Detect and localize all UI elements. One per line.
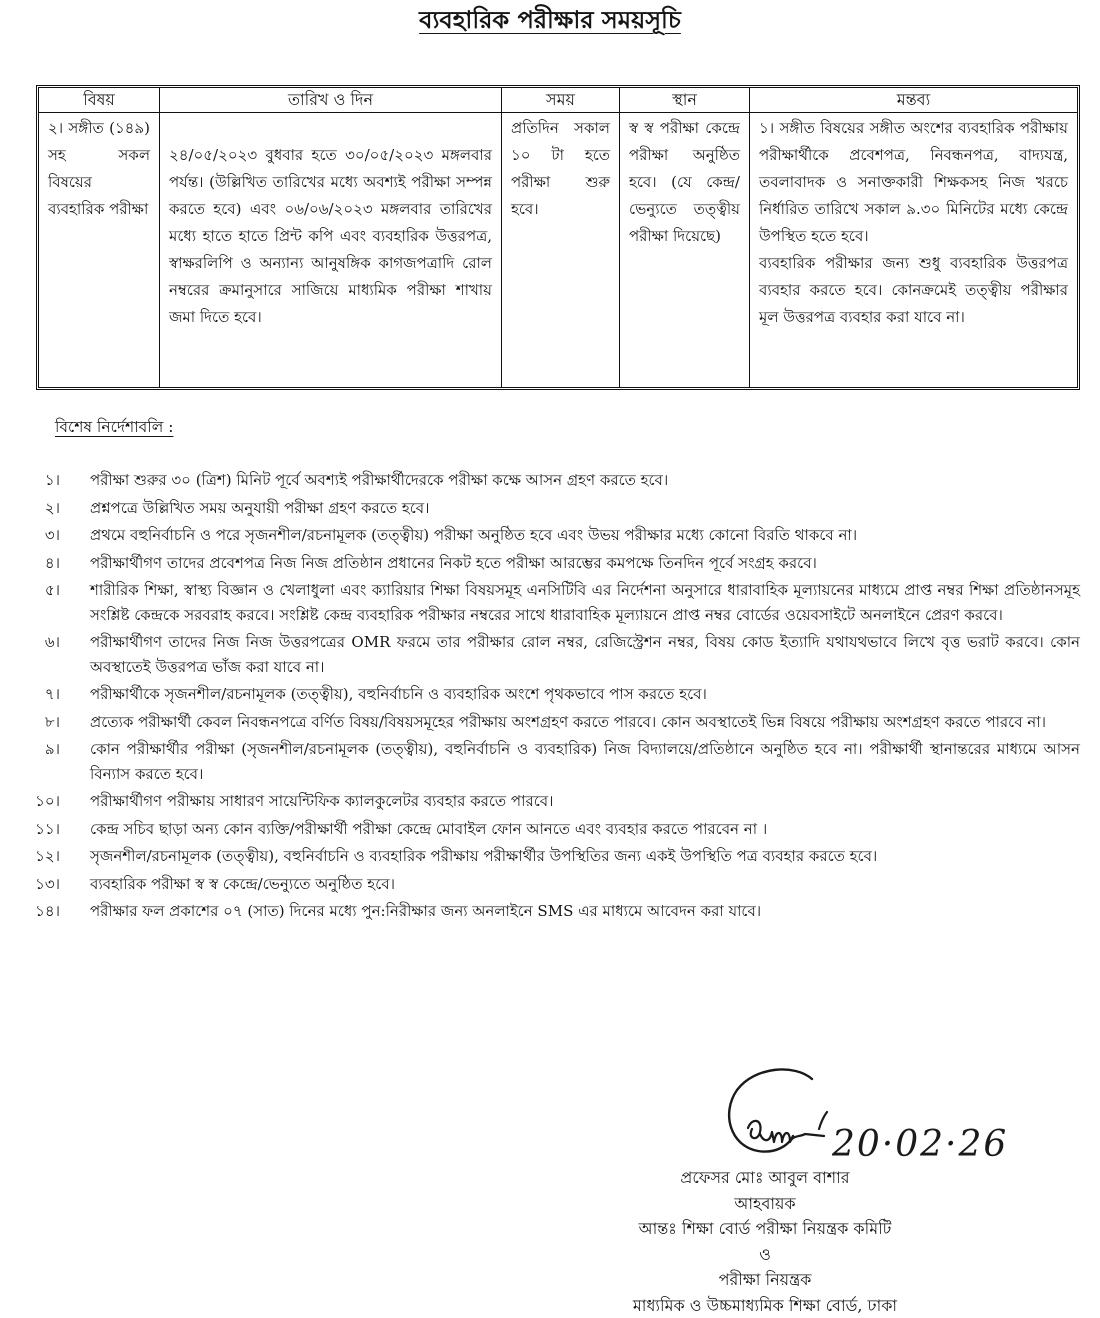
list-item-number: ৩।: [44, 526, 60, 544]
list-item-number: ১৩।: [35, 874, 60, 893]
list-item: [30, 817, 1080, 842]
list-item: [30, 496, 1080, 521]
list-item: [30, 523, 1080, 548]
signature-loop-stroke: [729, 1069, 812, 1151]
table-header-subject: বিষয়: [39, 88, 160, 113]
list-item: [30, 468, 1080, 493]
list-item-number: ৫।: [44, 581, 60, 599]
list-item: [30, 899, 1080, 924]
instructions-heading: বিশেষ নির্দেশাবলি :: [55, 418, 174, 436]
table-header-venue: স্থান: [620, 88, 750, 113]
list-item-text: পরীক্ষার্থীগণ তাদের নিজ নিজ উত্তরপত্রের OMR ফরমে তার পরীক্ষার রোল নম্বর, রেজিস্ট্রেশন নম্বর, বিষয় কোড ইত্যাদি যথাযথভাবে লিখে বৃত্ত ভরাট করবে। কোন অবস্থাতেই উত্তরপত্র ভাঁজ করা যাবে না।: [90, 633, 1080, 676]
table-cell-time: প্রতিদিন সকাল ১০ টা হতে পরীক্ষা শুরু হবে।: [502, 113, 620, 387]
table-header-remarks: মন্তব্য: [750, 88, 1077, 113]
signature-block: [565, 1165, 965, 1318]
list-item: [30, 710, 1080, 735]
handwritten-signature: [700, 1055, 1010, 1170]
list-item-number: ১২।: [35, 847, 60, 865]
document-title-text: ব্যবহারিক পরীক্ষার সময়সূচি: [419, 5, 681, 34]
list-item-text: কেন্দ্র সচিব ছাড়া অন্য কোন ব্যক্তি/পরীক্ষার্থী পরীক্ষা কেন্দ্রে মোবাইল ফোন আনতে এবং ব্যবহার করতে পারবেন না ।: [90, 819, 768, 838]
document-title: [0, 2, 1100, 38]
list-item-text: শারীরিক শিক্ষা, স্বাস্থ্য বিজ্ঞান ও খেলাধুলা এবং ক্যারিয়ার শিক্ষা বিষয়সমূহ এনসিটিবি এর নির্দেশনা অনুসারে ধারাবাহিক মূল্যায়নের মাধ্যমে প্রাপ্ত নম্বর শিক্ষা প্রতিষ্ঠানসমূহ সংশ্লিষ্ট কেন্দ্রকে সরবরাহ করবে। সংশ্লিষ্ট কেন্দ্র ব্যবহারিক পরীক্ষার নম্বরের সাথে ধারাবাহিক মূল্যায়নে প্রাপ্ত নম্বর বোর্ডের ওয়েবসাইটে অনলাইনে প্রেরণ করবে।: [90, 581, 1080, 624]
list-item-number: ৮।: [44, 712, 60, 731]
list-item-text: পরীক্ষার্থীকে সৃজনশীল/রচনামূলক (তত্ত্বীয়), বহুনির্বাচনি ও ব্যবহারিক অংশে পৃথকভাবে পাস করতে হবে।: [90, 685, 707, 703]
list-item-text: পরীক্ষার্থীগণ তাদের প্রবেশপত্র নিজ নিজ প্রতিষ্ঠান প্রধানের নিকট হতে পরীক্ষা আরম্ভের কমপক্ষে তিনদিন পূর্বে সংগ্রহ করবে।: [90, 553, 817, 572]
table-cell-subject: ২। সঙ্গীত (১৪৯) সহ সকল বিষয়ের ব্যবহারিক পরীক্ষা: [39, 113, 160, 387]
list-item: [30, 682, 1080, 707]
schedule-table: [36, 85, 1080, 390]
list-item-number: ১১।: [35, 819, 60, 838]
list-item-text: প্রত্যেক পরীক্ষার্থী কেবল নিবন্ধনপত্রে বর্ণিত বিষয়/বিষয়সমূহের পরীক্ষায় অংশগ্রহণ করতে পারবে। কোন অবস্থাতেই ভিন্ন বিষয়ে পরীক্ষায় অংশগ্রহণ করতে পারবে না।: [90, 712, 1046, 731]
list-item-number: ৬।: [44, 633, 60, 651]
table-cell-date: ২৪/০৫/২০২৩ বুধবার হতে ৩০/০৫/২০২৩ মঙ্গলবার পর্যন্ত। (উল্লিখিত তারিখের মধ্যে অবশ্যই পরীক্ষা সম্পন্ন করতে হবে) এবং ০৬/০৬/২০২৩ মঙ্গলবার তারিখের মধ্যে হাতে হাতে প্রিন্ট কপি এবং ব্যবহারিক উত্তরপত্র, স্বাক্ষরলিপি ও অন্যান্য আনুষঙ্গিক কাগজপত্রাদি রোল নম্বরের ক্রমানুসারে সাজিয়ে মাধ্যমিক পরীক্ষা শাখায় জমা দিতে হবে।: [160, 113, 502, 387]
list-item-number: ২।: [44, 498, 60, 517]
list-item: [30, 630, 1080, 679]
list-item-text: প্রথমে বহুনির্বাচনি ও পরে সৃজনশীল/রচনামূলক (তত্ত্বীয়) পরীক্ষা অনুষ্ঠিত হবে এবং উভয় পরীক্ষার মধ্যে কোনো বিরতি থাকবে না।: [90, 526, 858, 544]
schedule-table-grid: [39, 88, 1077, 387]
list-item-number: ১।: [44, 471, 60, 489]
list-item-number: ১০।: [35, 792, 60, 810]
signatory-office: পরীক্ষা নিয়ন্ত্রক: [718, 1270, 812, 1289]
list-item-number: ৪।: [44, 553, 60, 572]
remarks-paragraph: ব্যবহারিক পরীক্ষার জন্য শুধু ব্যবহারিক উত্তরপত্র ব্যবহার করতে হবে। কোনক্রমেই তত্ত্বীয় পরীক্ষার মূল উত্তরপত্র ব্যবহার করা যাবে না।: [759, 254, 1068, 326]
list-item: [30, 844, 1080, 869]
remarks-paragraph: ১। সঙ্গীত বিষয়ের সঙ্গীত অংশের ব্যবহারিক পরীক্ষায় পরীক্ষার্থীকে প্রবেশপত্র, নিবন্ধনপত্র, বাদ্যযন্ত্র, তবলাবাদক ও সনাক্তকারী শিক্ষকসহ নিজ খরচে নির্ধারিত তারিখে সকাল ৯.৩০ মিনিটের মধ্যে কেন্দ্রে উপস্থিত হতে হবে।: [759, 119, 1068, 245]
list-item: [30, 737, 1080, 786]
signatory-name: প্রফেসর মোঃ আবুল বাশার: [680, 1168, 850, 1187]
table-cell-venue: স্ব স্ব পরীক্ষা কেন্দ্রে পরীক্ষা অনুষ্ঠিত হবে। (যে কেন্দ্র/ ভেন্যুতে তত্ত্বীয় পরীক্ষা দিয়েছে): [620, 113, 750, 387]
list-item-text: প্রশ্নপত্রে উল্লিখিত সময় অনুযায়ী পরীক্ষা গ্রহণ করতে হবে।: [90, 498, 430, 517]
list-item-text: পরীক্ষার ফল প্রকাশের ০৭ (সাত) দিনের মধ্যে পুন:নিরীক্ষার জন্য অনলাইনে SMS এর মাধ্যমে আবেদন করা যাবে।: [90, 902, 762, 920]
signature-graphic: [700, 1055, 1010, 1170]
list-item-text: পরীক্ষার্থীগণ পরীক্ষায় সাধারণ সায়েন্টিফিক ক্যালকুলেটর ব্যবহার করতে পারবে।: [90, 792, 554, 810]
list-item-text: পরীক্ষা শুরুর ৩০ (ত্রিশ) মিনিট পূর্বে অবশ্যই পরীক্ষার্থীদেরকে পরীক্ষা কক্ষে আসন গ্রহণ করতে হবে।: [90, 471, 669, 489]
list-item-number: ৭।: [44, 685, 60, 703]
instructions-list: [30, 468, 1080, 927]
signatory-committee: আন্তঃ শিক্ষা বোর্ড পরীক্ষা নিয়ন্ত্রক কমিটি: [638, 1219, 892, 1238]
signatory-board: মাধ্যমিক ও উচ্চমাধ্যমিক শিক্ষা বোর্ড, ঢাকা: [632, 1295, 898, 1315]
list-item-text: কোন পরীক্ষার্থীর পরীক্ষা (সৃজনশীল/রচনামূলক (তত্ত্বীয়), বহুনির্বাচনি ও ব্যবহারিক) নিজ বিদ্যালয়ে/প্রতিষ্ঠানে অনুষ্ঠিত হবে না। পরীক্ষার্থী স্থানান্তরের মাধ্যমে আসন বিন্যাস করতে হবে।: [90, 740, 1080, 783]
list-item: [30, 872, 1080, 897]
table-cell-remarks: [750, 113, 1077, 387]
list-item-number: ১৪।: [35, 902, 60, 920]
list-item: [30, 551, 1080, 576]
list-item-number: ৯।: [44, 740, 60, 758]
signatory-conjunction: ও: [759, 1244, 771, 1264]
list-item-text: সৃজনশীল/রচনামূলক (তত্ত্বীয়), বহুনির্বাচনি ও ব্যবহারিক পরীক্ষায় পরীক্ষার্থীর উপস্থিতির জন্য একই উপস্থিতি পত্র ব্যবহার করতে হবে।: [90, 847, 878, 865]
table-header-time: সময়: [502, 88, 620, 113]
list-item: [30, 578, 1080, 627]
signatory-designation: আহবায়ক: [734, 1193, 796, 1213]
signature-date: 20·02·26: [832, 1124, 1009, 1165]
list-item: [30, 789, 1080, 814]
list-item-text: ব্যবহারিক পরীক্ষা স্ব স্ব কেন্দ্রে/ভেন্যুতে অনুষ্ঠিত হবে।: [90, 874, 395, 893]
table-header-date: তারিখ ও দিন: [160, 88, 502, 113]
signature-scribble-stroke: [748, 1112, 827, 1142]
